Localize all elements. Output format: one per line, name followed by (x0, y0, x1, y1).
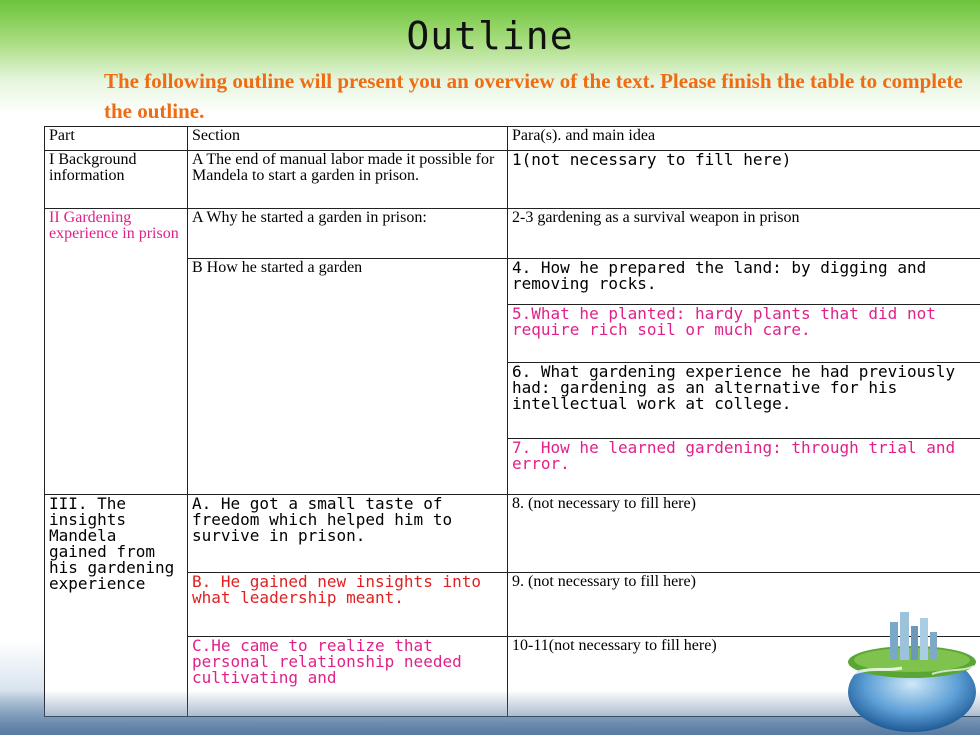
section-3c: C.He came to realize that personal relationship needed cultivating and (188, 637, 508, 717)
header-section: Section (188, 127, 508, 151)
instruction-text: The following outline will present you an overview of the text. Please finish the table to complete the outline. (104, 69, 963, 123)
section-2b: B How he started a garden (188, 259, 508, 495)
idea-2: 2-3 gardening as a survival weapon in prison (508, 209, 980, 259)
idea-1: 1(not necessary to fill here) (508, 151, 980, 209)
part-gardening: II Gardening experience in prison (45, 209, 188, 495)
globe-city-icon (832, 600, 980, 735)
table-row (45, 209, 980, 259)
idea-4: 4. How he prepared the land: by digging and removing rocks. (508, 259, 980, 305)
table-row (45, 151, 980, 209)
idea-8: 8. (not necessary to fill here) (508, 495, 980, 573)
slide-title: Outline (406, 14, 574, 58)
part-background: I Background information (45, 151, 188, 209)
section-3a: A. He got a small taste of freedom which helped him to survive in prison. (188, 495, 508, 573)
header-part: Part (45, 127, 188, 151)
idea-6: 6. What gardening experience he had previously had: gardening as an alternative for his intellectual work at college. (508, 363, 980, 439)
section-3b: B. He gained new insights into what leadership meant. (188, 573, 508, 637)
idea-9: 9. (not necessary to fill here) (508, 573, 980, 637)
table-row (45, 495, 980, 573)
section-2a: A Why he started a garden in prison: (188, 209, 508, 259)
idea-7: 7. How he learned gardening: through trial and error. (508, 439, 980, 495)
idea-5: 5.What he planted: hardy plants that did not require rich soil or much care. (508, 305, 980, 363)
section-1a: A The end of manual labor made it possible for Mandela to start a garden in prison. (188, 151, 508, 209)
header-idea: Para(s). and main idea (508, 127, 980, 151)
part-insights: III. The insights Mandela gained from his gardening experience (45, 495, 188, 717)
table-header-row (45, 127, 980, 151)
idea-10-11: 10-11(not necessary to fill here) (508, 637, 980, 717)
